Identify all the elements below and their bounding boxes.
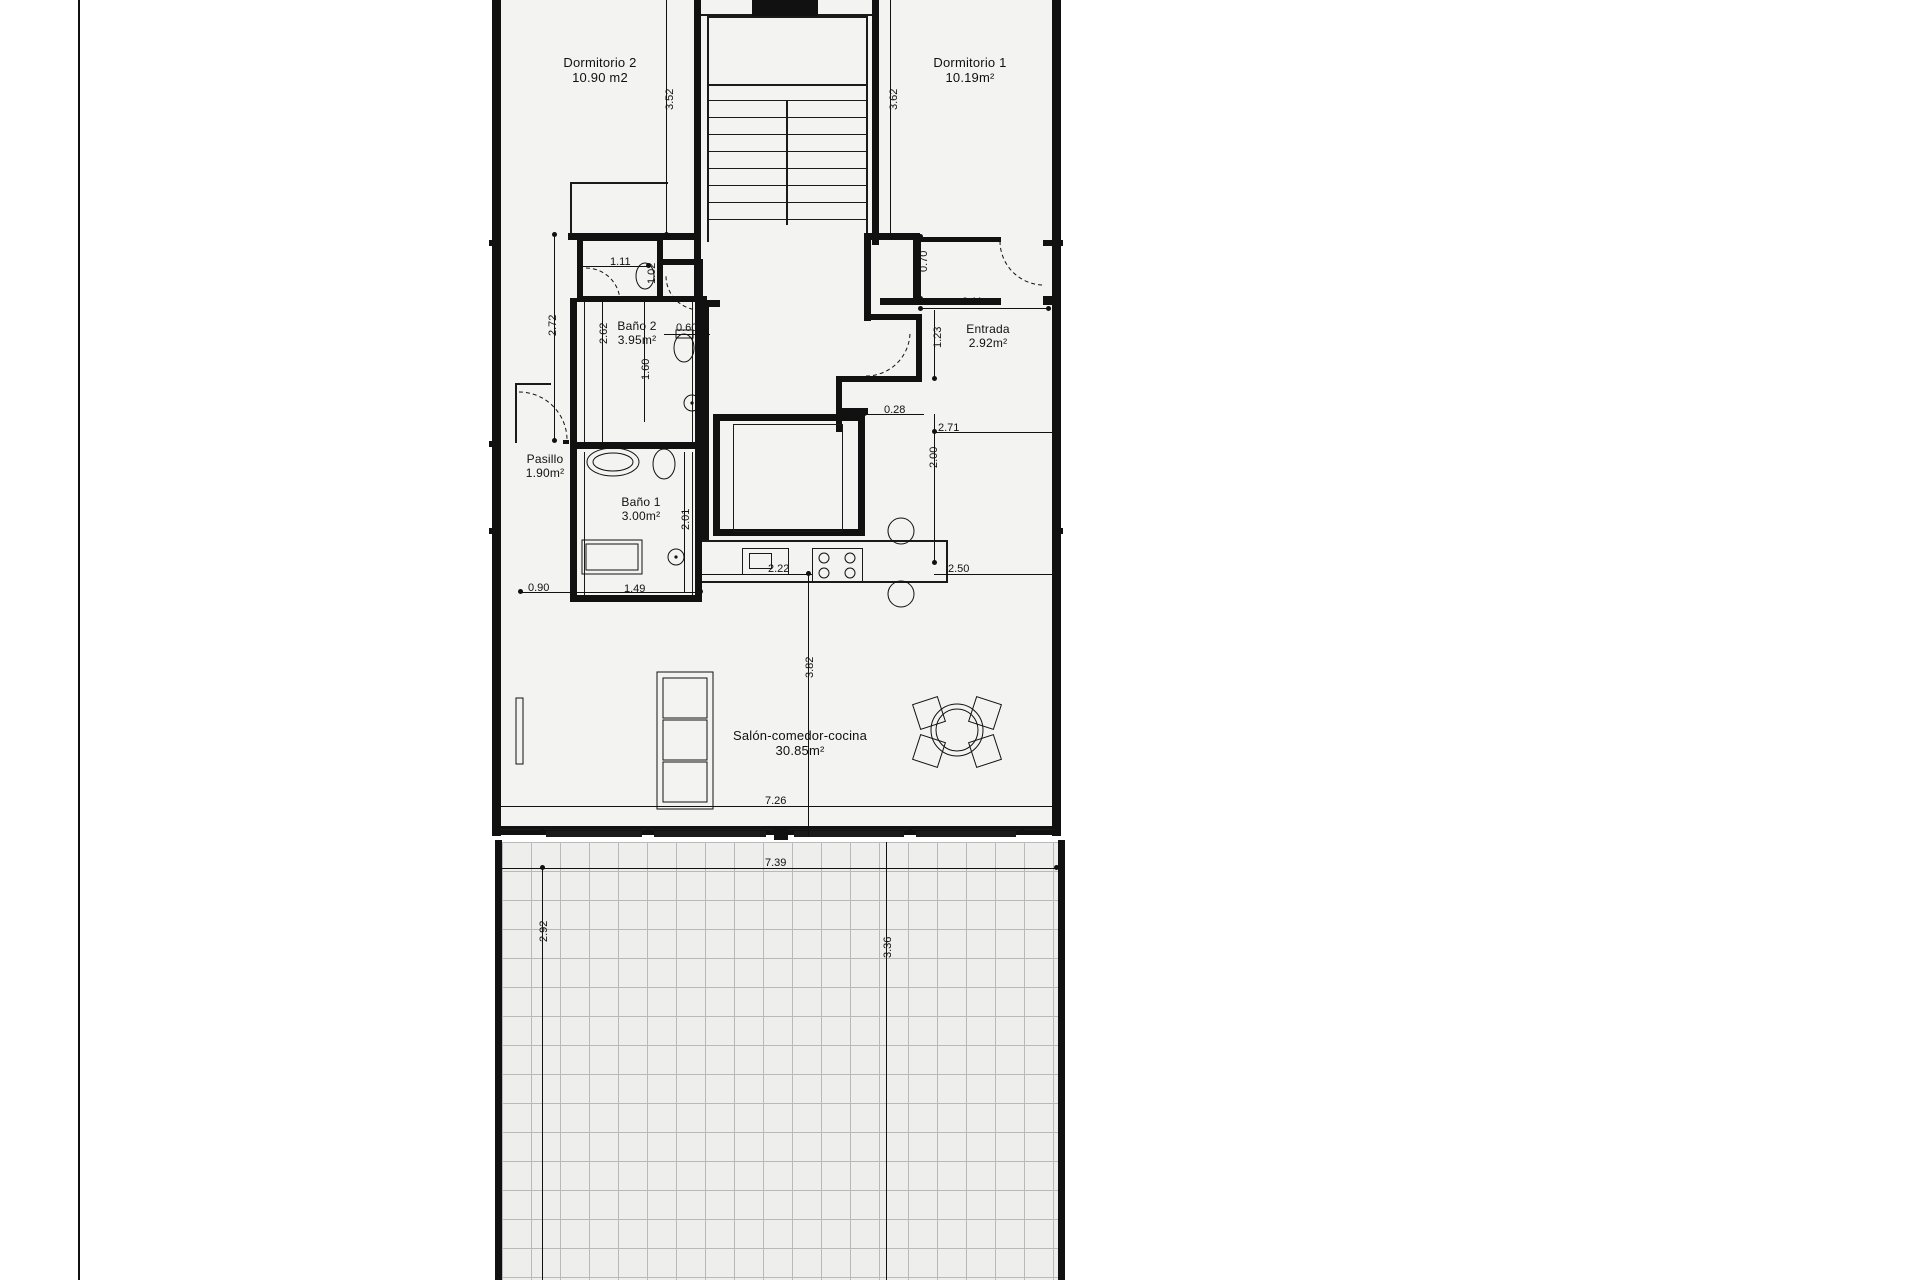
dim-3.36: 3.36 [882, 936, 894, 958]
dim-2.00: 2.00 [928, 446, 940, 468]
dim-node [888, 234, 893, 239]
dim-node [862, 411, 867, 416]
dim-node [918, 296, 923, 301]
pasillo-edge-top [515, 383, 551, 385]
dim-0.60: 0.60 [676, 322, 698, 334]
dim-line [808, 574, 809, 836]
kitchen-box-wall-right [858, 414, 865, 536]
stair-upper-run-edge [707, 84, 867, 86]
dim-node [578, 263, 583, 268]
room-label-dormitorio1 [910, 55, 1030, 85]
wall-node [489, 441, 495, 447]
bano1-inner-face-right [692, 452, 693, 595]
dim-node [1046, 306, 1051, 311]
dim-node [664, 232, 669, 237]
room-area: 10.90 m2 [572, 70, 628, 85]
room-name: Entrada [966, 322, 1010, 336]
hob-outline-r [862, 548, 863, 582]
dim-1.11: 1.11 [610, 256, 631, 268]
kitchen-box-wall-left [713, 414, 720, 536]
dim-node [698, 589, 703, 594]
entrance-door-jamb2 [1043, 296, 1052, 305]
wall-node [489, 528, 495, 534]
dim-0.90: 0.90 [528, 582, 550, 594]
stairwell-wall-right [872, 0, 879, 245]
dim-3.62: 3.62 [888, 88, 900, 110]
entrada-wall-step2 [916, 314, 922, 378]
dim-2.22: 2.22 [768, 563, 790, 575]
room-area: 10.19m² [945, 70, 995, 85]
pasillo-wall-right [563, 440, 569, 444]
stair-landing-left [707, 16, 709, 242]
room-area: 3.95m² [617, 333, 657, 347]
facade-panel-c [794, 831, 904, 837]
dim-2.72: 2.72 [547, 314, 559, 336]
dim-node [918, 306, 923, 311]
facade-mullion-4 [908, 826, 912, 835]
dim-node [518, 589, 523, 594]
bano1-wall-right [695, 449, 702, 601]
bano2-wall-right [695, 296, 702, 448]
hall-wall-link [702, 300, 720, 307]
dim-line [554, 236, 555, 442]
interior-fill-upper [500, 0, 1060, 300]
dormitorio2-closet-top [570, 182, 668, 184]
room-area: 30.85m² [775, 743, 825, 758]
dim-7.39: 7.39 [765, 857, 787, 869]
dim-2.71: 2.71 [938, 422, 960, 434]
wall-node [1057, 240, 1063, 246]
dim-2.01: 2.01 [680, 508, 692, 530]
sink-basin-l [749, 553, 750, 569]
dim-line [920, 308, 1050, 309]
dim-2.62: 2.62 [598, 322, 610, 344]
bano2-wall-left [570, 298, 577, 448]
room-name: Salón-comedor-cocina [732, 728, 868, 743]
room-area: 2.92m² [968, 336, 1008, 350]
facade-panel-a [546, 831, 642, 837]
bano2-wall-top [577, 240, 583, 302]
dim-line [890, 0, 891, 238]
terrace-tiles [502, 842, 1058, 1280]
dim-3.52: 3.52 [664, 88, 676, 110]
entrada-wall-left [864, 233, 871, 321]
dim-7.26: 7.26 [765, 795, 787, 807]
dim-2.11: 2.11 [962, 296, 983, 308]
facade-panel-b [654, 831, 766, 837]
room-name: Baño 1 [621, 495, 661, 509]
dim-node [932, 560, 937, 565]
entrada-wall-top [913, 237, 1001, 242]
counter-outline [702, 540, 948, 542]
hob-outline-l [812, 548, 813, 582]
facade-panel-d [916, 831, 1016, 837]
room-label-salon [710, 728, 890, 758]
dim-node [1054, 865, 1059, 870]
vestibule-wall-stub2 [697, 259, 703, 303]
page-border-left [78, 0, 80, 1280]
dim-1.02: 1.02 [646, 262, 658, 284]
room-area: 1.90m² [525, 466, 565, 480]
pasillo-edge [515, 383, 517, 443]
dim-2.92: 2.92 [538, 920, 550, 942]
dim-0.28: 0.28 [884, 404, 906, 416]
facade-mullion-3 [774, 826, 788, 840]
dim-line [666, 0, 667, 236]
stair-center-stringer [786, 100, 788, 225]
dim-line [702, 574, 812, 575]
room-name: Baño 2 [617, 319, 657, 333]
stairwell-wall-left [694, 0, 701, 300]
bano1-wall-bottom [570, 595, 702, 602]
room-name: Dormitorio 1 [933, 55, 1007, 70]
dim-3.82: 3.82 [804, 656, 816, 678]
dim-node [806, 571, 811, 576]
room-label-pasillo [500, 452, 590, 480]
exterior-wall-right [1052, 0, 1061, 836]
dim-2.50: 2.50 [948, 563, 970, 575]
stair-upper-run [707, 16, 867, 18]
terrace-wall-left [495, 840, 502, 1280]
dim-0.70: 0.70 [918, 250, 930, 272]
bano2-inner-face [584, 302, 585, 442]
dim-node [552, 438, 557, 443]
dormitorio2-closet-line [570, 182, 572, 234]
kitchen-box-inner-right [842, 424, 843, 532]
bano2-wall-bottom [570, 442, 702, 449]
hob-outline [812, 548, 862, 549]
entrada-wall-step [864, 314, 922, 320]
entrada-wall-step3 [836, 376, 922, 382]
dim-node [932, 376, 937, 381]
sink-outline-l [742, 548, 743, 575]
kitchen-box-wall-top [713, 414, 865, 421]
kitchen-box-inner [733, 424, 842, 425]
kitchen-box-inner-left [733, 424, 734, 532]
hall-wall-left-vert [702, 300, 709, 540]
counter-outline-right [946, 540, 948, 583]
dim-line [934, 414, 935, 564]
top-opening-block [752, 0, 818, 16]
terrace-wall-right [1058, 840, 1065, 1280]
dim-1.23: 1.23 [932, 326, 944, 348]
wall-node [1057, 528, 1063, 534]
vestibule-wall-top [577, 235, 663, 241]
facade-mullion-2 [646, 826, 650, 835]
facade-mullion-1 [540, 826, 544, 835]
entrance-door-jamb [1043, 240, 1052, 246]
bano2-wall-upper [577, 296, 707, 302]
kitchen-box-inner-bottom [733, 531, 842, 532]
room-label-dormitorio2 [540, 55, 660, 85]
room-name: Dormitorio 2 [563, 55, 637, 70]
room-area: 3.00m² [621, 509, 661, 523]
sink-basin [749, 553, 771, 554]
room-label-bano1 [596, 495, 686, 523]
entrada-wall-bottom [880, 298, 1001, 305]
dim-line [886, 842, 887, 1280]
hob-outline-b [812, 581, 862, 582]
wall-node [489, 240, 495, 246]
facade-mullion-5 [1020, 826, 1024, 835]
room-label-entrada [938, 322, 1038, 350]
stair-landing-right [866, 16, 868, 242]
exterior-wall-left [492, 0, 501, 836]
sink-outline [742, 548, 788, 549]
dim-1.60: 1.60 [640, 358, 652, 380]
room-name: Pasillo [526, 452, 564, 466]
dim-1.49: 1.49 [624, 583, 646, 595]
